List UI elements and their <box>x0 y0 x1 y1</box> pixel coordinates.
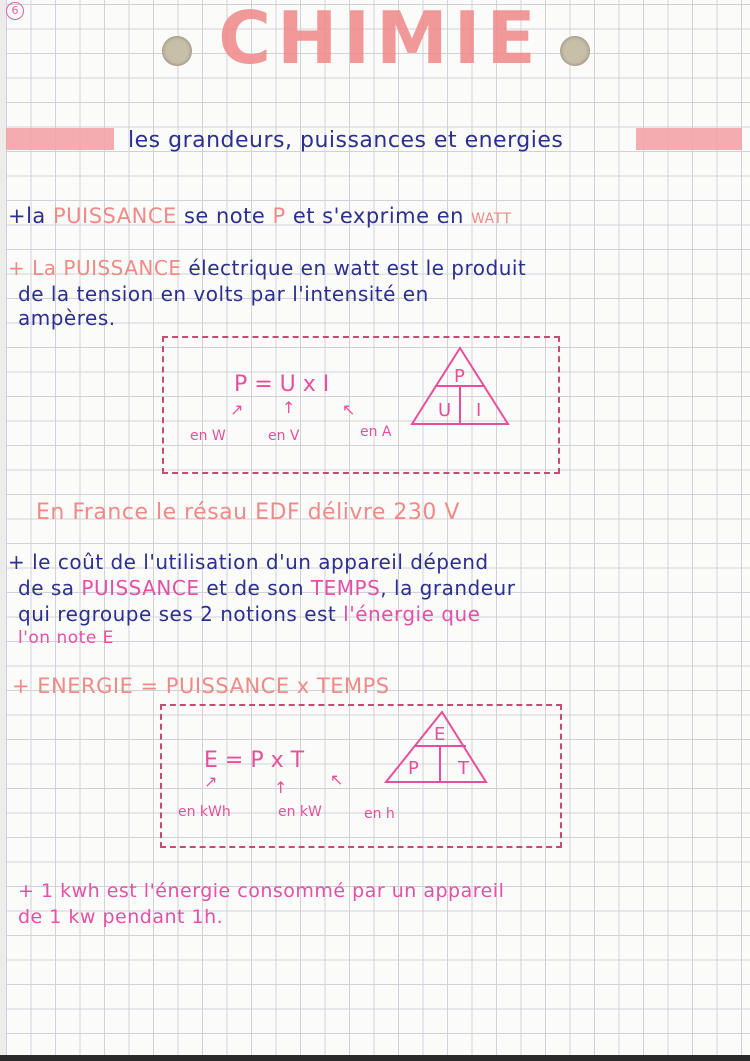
text-segment: de sa <box>18 576 82 600</box>
triangle-left-label: P <box>408 758 419 779</box>
bullet: + <box>8 256 33 280</box>
binder-hole-left <box>162 36 192 66</box>
arrow-icon: ↑ <box>282 398 296 417</box>
triangle-pui-diagram <box>410 346 510 426</box>
highlight-bar-left <box>6 128 114 150</box>
symbol-p: P <box>272 204 286 228</box>
cost-line-1: + le coût de l'utilisation d'un appareil dépend <box>8 550 489 574</box>
arrow-icon: ↗ <box>204 772 218 791</box>
keyword-puissance: PUISSANCE <box>81 576 200 600</box>
arrow-icon: ↖ <box>330 770 344 789</box>
bullet-text: +la <box>8 204 53 228</box>
text-segment: et s'exprime en <box>285 204 472 228</box>
kwh-definition-line-2: de 1 kw pendant 1h. <box>18 906 224 928</box>
cost-line-3 <box>18 602 480 626</box>
bullet: + <box>12 674 38 698</box>
formula-box-energy <box>160 704 562 848</box>
puissance-definition <box>8 204 512 228</box>
electric-power-line-2: de la tension en volts par l'intensité en <box>18 282 429 306</box>
text-segment: , la grandeur <box>380 576 516 600</box>
triangle-right-label: T <box>458 758 469 779</box>
page-title: CHIMIE <box>218 0 542 80</box>
kwh-definition-line-1: + 1 kwh est l'énergie consommé par un appareil <box>18 880 505 902</box>
arrow-icon: ↗ <box>230 400 244 419</box>
energy-rule-text: ENERGIE = PUISSANCE x TEMPS <box>37 674 390 698</box>
text-segment: électrique en watt est le produit <box>181 256 527 280</box>
triangle-ept-diagram <box>386 710 486 784</box>
cost-line-4: l'on note E <box>18 628 114 648</box>
section-subtitle: les grandeurs, puissances et energies <box>128 128 564 153</box>
text-segment: qui regroupe ses 2 notions est <box>18 602 344 626</box>
unit-watt: WATT <box>471 211 512 227</box>
cost-line-2 <box>18 576 515 600</box>
arrow-icon: ↑ <box>274 778 288 797</box>
unit-label-kwh: en kWh <box>178 804 231 820</box>
triangle-right-label: I <box>476 400 482 421</box>
triangle-top-label: E <box>434 724 446 745</box>
france-voltage-note: En France le résau EDF délivre 230 V <box>36 500 460 525</box>
page-edge <box>0 0 6 1061</box>
keyword-puissance: PUISSANCE <box>52 204 177 228</box>
keyword-energie: l'énergie que <box>343 602 481 626</box>
keyword-temps: TEMPS <box>310 576 381 600</box>
unit-label-w: en W <box>190 428 226 444</box>
triangle-top-label: P <box>454 366 465 387</box>
text-segment: et de son <box>199 576 311 600</box>
binder-hole-right <box>560 36 590 66</box>
energy-rule <box>12 674 390 698</box>
text-segment: se note <box>176 204 273 228</box>
page-number: 6 <box>6 2 24 20</box>
unit-label-kw: en kW <box>278 804 322 820</box>
unit-label-h: en h <box>364 806 395 822</box>
unit-label-v: en V <box>268 428 300 444</box>
electric-power-line-1 <box>8 256 526 280</box>
page-bottom-edge <box>0 1055 750 1061</box>
keyword-la-puissance: La PUISSANCE <box>32 256 182 280</box>
energy-formula: E = P x T <box>204 748 305 773</box>
electric-power-line-3: ampères. <box>18 306 116 330</box>
power-formula: P = U x I <box>234 372 330 397</box>
triangle-left-label: U <box>438 400 452 421</box>
unit-label-a: en A <box>360 424 392 440</box>
arrow-icon: ↖ <box>342 400 356 419</box>
highlight-bar-right <box>636 128 742 150</box>
